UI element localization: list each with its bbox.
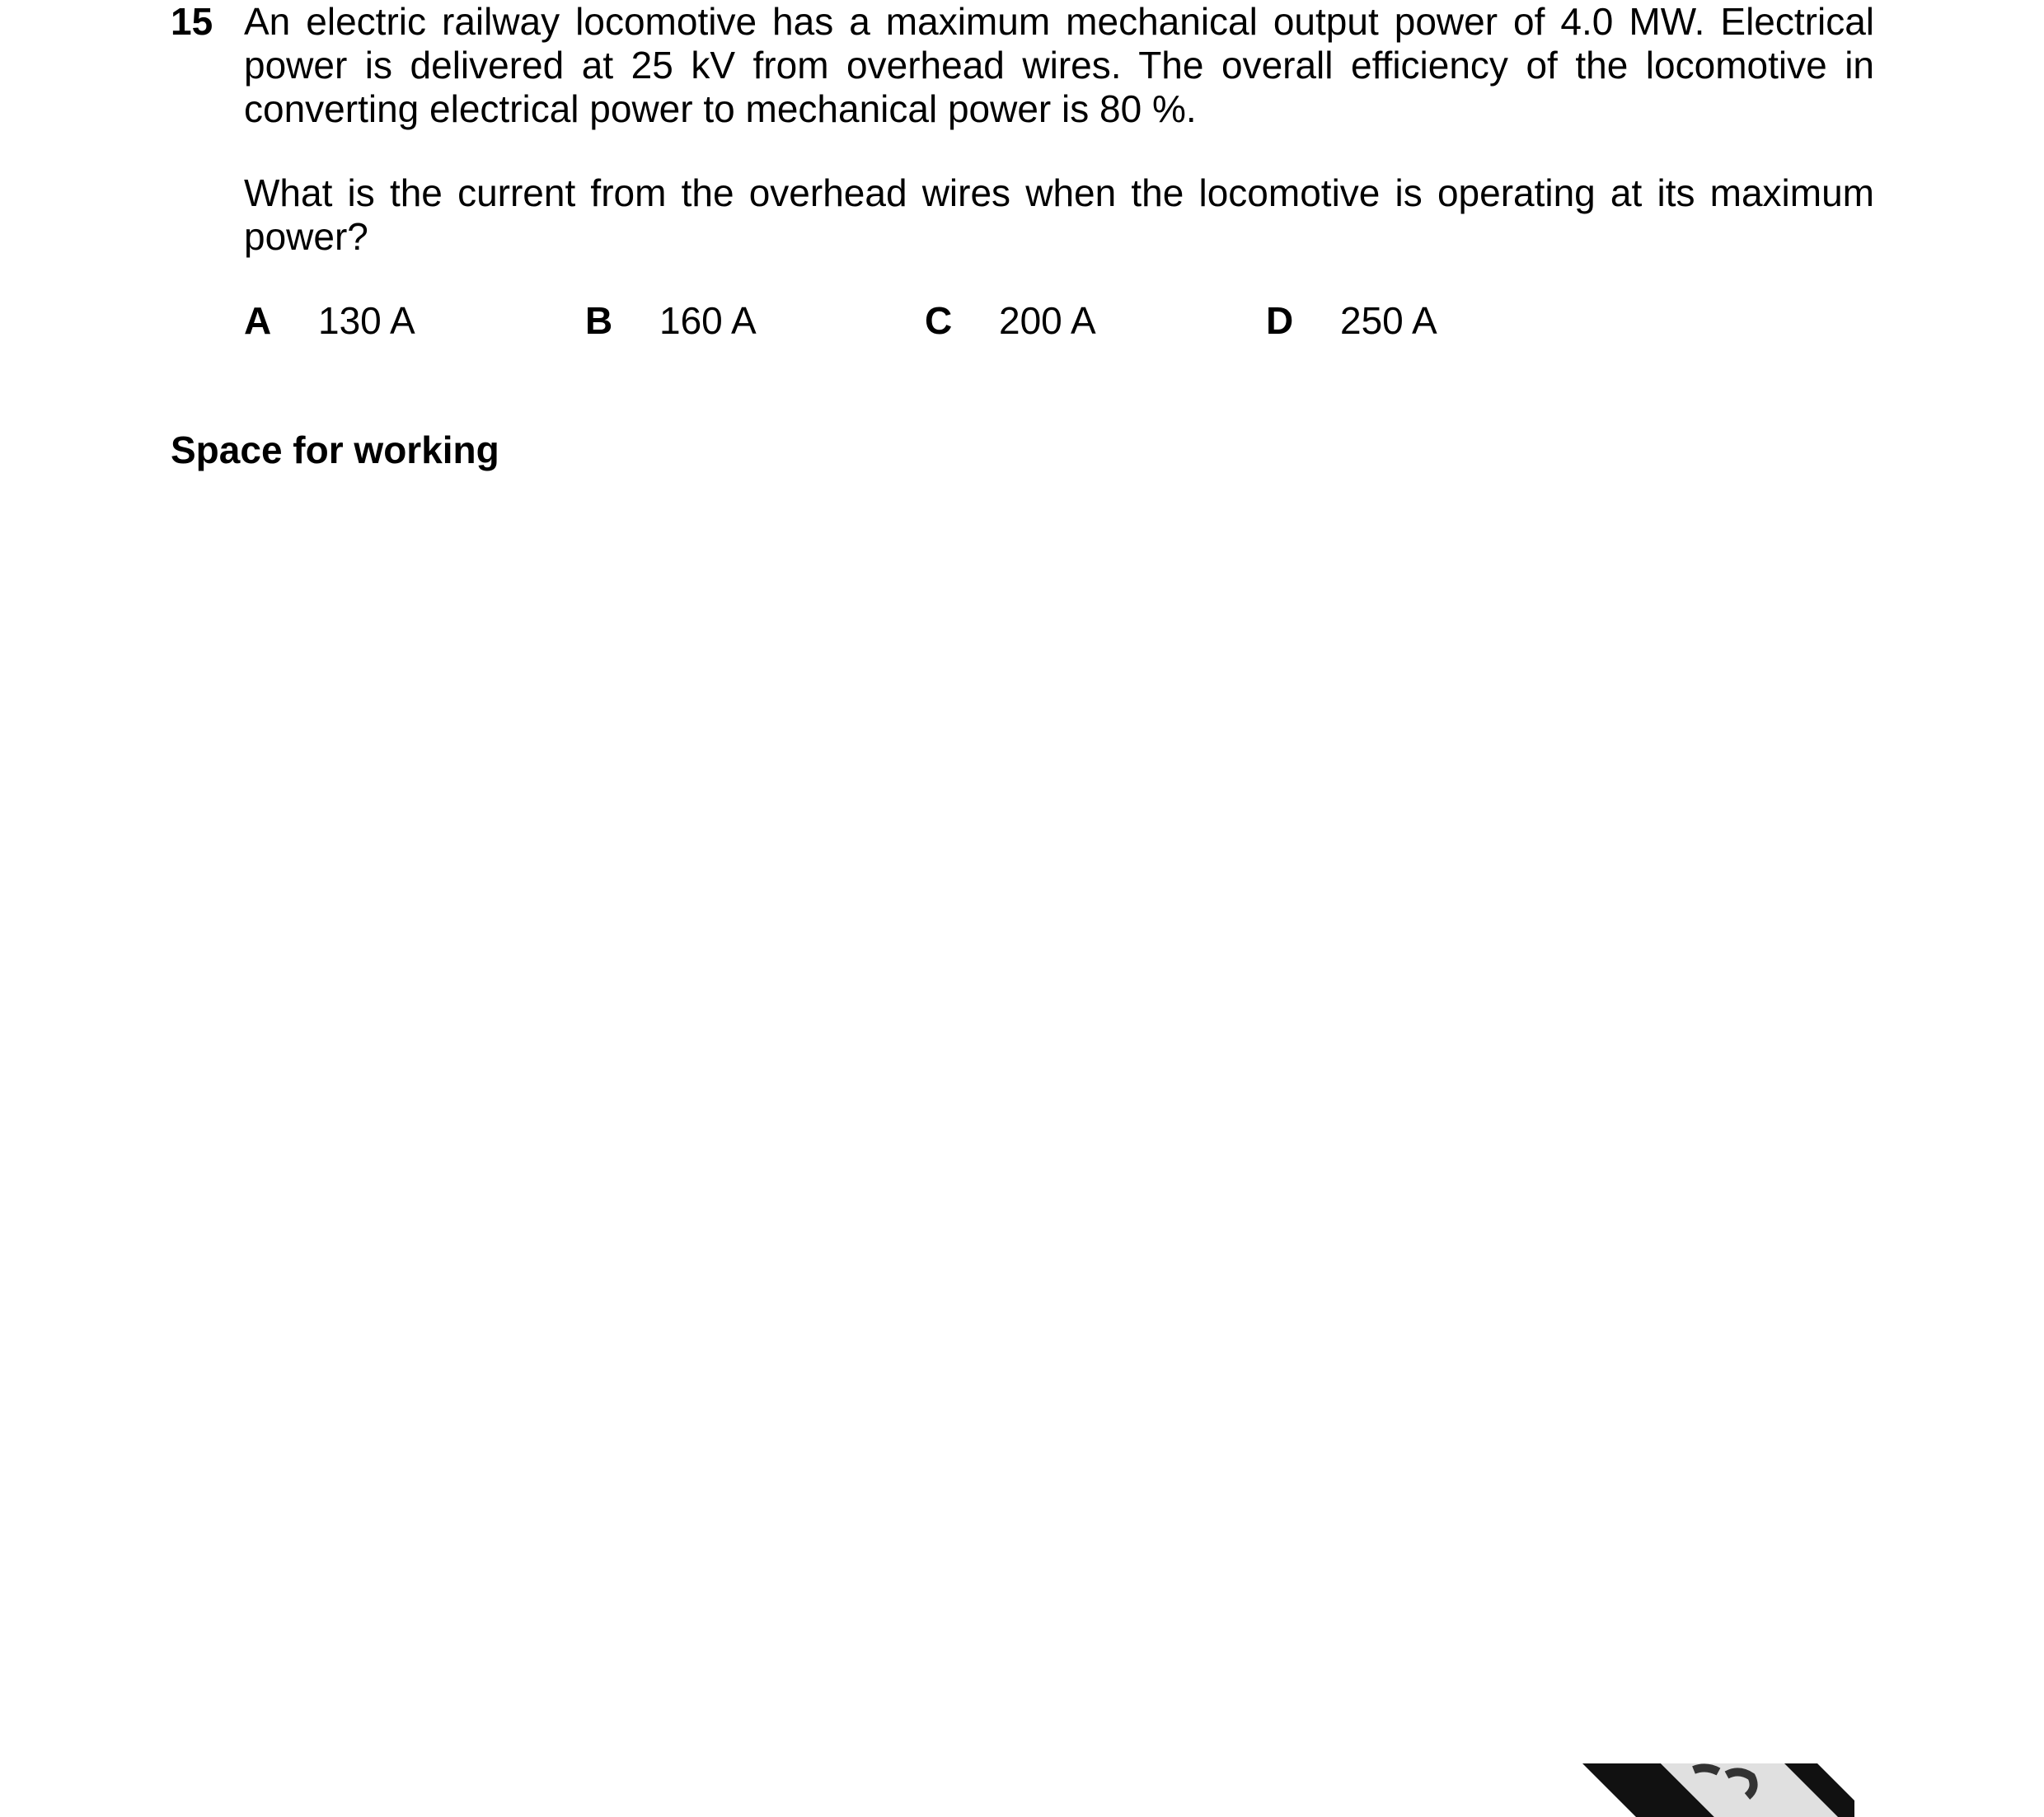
option-b[interactable]	[585, 299, 757, 343]
question-prompt: What is the current from the overhead wires when the locomotive is operating at its maximum power?	[244, 171, 1874, 258]
option-a-value: 130 A	[318, 299, 415, 342]
option-c-letter: C	[925, 299, 953, 342]
option-c-value: 200 A	[999, 299, 1096, 342]
option-b-value: 160 A	[659, 299, 757, 342]
option-d-letter: D	[1266, 299, 1294, 342]
option-a[interactable]	[244, 299, 415, 343]
question-number: 15	[171, 0, 213, 43]
working-space-label: Space for working	[171, 428, 499, 471]
question-text: An electric railway locomotive has a maximum mechanical output power of 4.0 MW. Electrical power is delivered at 25 kV from overhead wires. The overall efficiency of the locomotive in converting electrical power to mechanical power is 80 %.	[244, 0, 1874, 130]
answer-options	[244, 299, 1645, 349]
option-d[interactable]	[1266, 299, 1437, 343]
option-b-letter: B	[585, 299, 613, 342]
option-c[interactable]	[925, 299, 1096, 343]
corner-scan-mark	[1582, 1763, 1854, 1817]
option-a-letter: A	[244, 299, 272, 342]
option-d-value: 250 A	[1340, 299, 1437, 342]
